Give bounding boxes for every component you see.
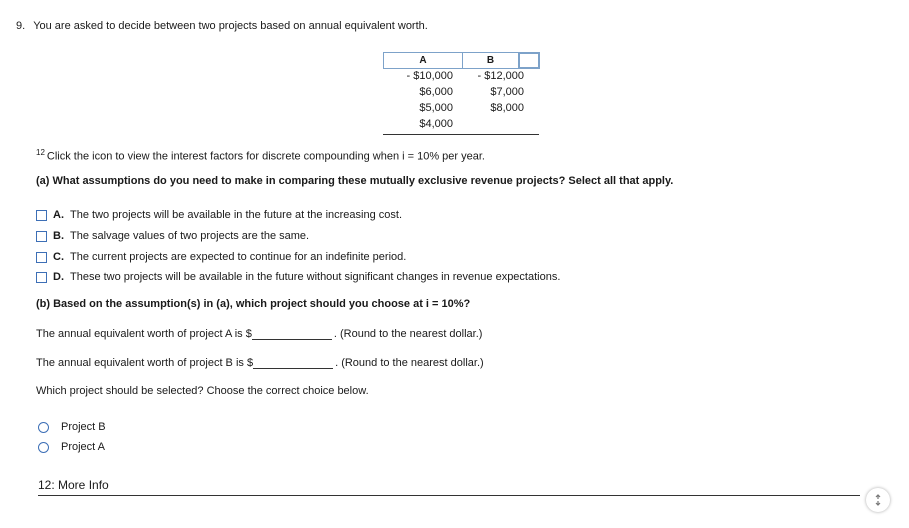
radio-button[interactable]: [38, 422, 49, 433]
header-project-b: B: [462, 52, 519, 69]
choice-project-b[interactable]: [38, 421, 106, 433]
table-row: [383, 85, 539, 101]
option-text: The salvage values of two projects are the same.: [70, 230, 310, 242]
table-bottom-rule: [383, 134, 539, 135]
expand-arrows-icon: [872, 494, 884, 506]
aew-a-row: [36, 327, 482, 340]
radio-button[interactable]: [38, 442, 49, 453]
checkbox[interactable]: [36, 252, 47, 263]
header-project-a: A: [383, 52, 463, 69]
interest-note-text: Click the icon to view the interest factors for discrete compounding when i = 10% per year.: [46, 150, 485, 163]
cash-flow-a: - $10,000: [406, 70, 453, 82]
table-row: [383, 101, 539, 117]
table-header-row: [383, 52, 539, 69]
option-text: The two projects will be available in the future at the increasing cost.: [70, 209, 403, 221]
choice-label: Project A: [61, 441, 106, 453]
choice-label: Project B: [61, 421, 106, 433]
aew-b-row: [36, 356, 484, 369]
question-text: [16, 20, 428, 32]
aew-a-label: The annual equivalent worth of project A is $: [36, 328, 252, 340]
table-row: [383, 117, 539, 133]
option-b[interactable]: [36, 229, 309, 243]
expand-icon[interactable]: [866, 488, 890, 512]
option-d[interactable]: [36, 270, 560, 284]
aew-b-label: The annual equivalent worth of project B is $: [36, 357, 254, 369]
cash-flow-b: $7,000: [490, 86, 524, 98]
reference-marker[interactable]: 12: [36, 148, 45, 157]
aew-b-hint: . (Round to the nearest dollar.): [335, 357, 484, 369]
option-letter: D.: [53, 271, 64, 283]
choice-project-a[interactable]: [38, 441, 105, 453]
checkbox[interactable]: [36, 231, 47, 242]
aew-a-hint: . (Round to the nearest dollar.): [333, 328, 483, 340]
cash-flow-a: $4,000: [419, 118, 453, 130]
option-text: These two projects will be available in the future without significant changes in revenue expectations.: [70, 271, 561, 283]
aew-b-input[interactable]: [253, 356, 333, 369]
cash-flow-a: $5,000: [419, 102, 453, 114]
option-letter: A.: [53, 209, 64, 221]
option-text: The current projects are expected to continue for an indefinite period.: [70, 251, 407, 263]
checkbox[interactable]: [36, 210, 47, 221]
cash-flow-a: $6,000: [419, 86, 453, 98]
option-c[interactable]: [36, 250, 406, 264]
option-letter: C.: [53, 251, 64, 263]
table-row: [383, 69, 539, 85]
question-number: 9.: [16, 20, 26, 32]
cash-flow-table: [383, 52, 539, 133]
aew-a-input[interactable]: [252, 327, 332, 340]
footer-divider: [38, 495, 860, 496]
checkbox[interactable]: [36, 272, 47, 283]
option-letter: B.: [53, 230, 64, 242]
interest-factor-note[interactable]: [36, 148, 485, 163]
part-b-prompt: (b) Based on the assumption(s) in (a), which project should you choose at i = 10%?: [36, 298, 471, 310]
header-empty-cell: [518, 52, 540, 69]
option-a[interactable]: [36, 208, 402, 222]
cash-flow-b: - $12,000: [477, 70, 524, 82]
choose-prompt: Which project should be selected? Choose the correct choice below.: [36, 385, 369, 397]
part-a-prompt: (a) What assumptions do you need to make in comparing these mutually exclusive revenue projects? Select all that apply.: [36, 175, 674, 187]
question-prompt: You are asked to decide between two projects based on annual equivalent worth.: [33, 20, 428, 32]
cash-flow-b: $8,000: [490, 102, 524, 114]
more-info-link[interactable]: 12: More Info: [38, 478, 109, 492]
